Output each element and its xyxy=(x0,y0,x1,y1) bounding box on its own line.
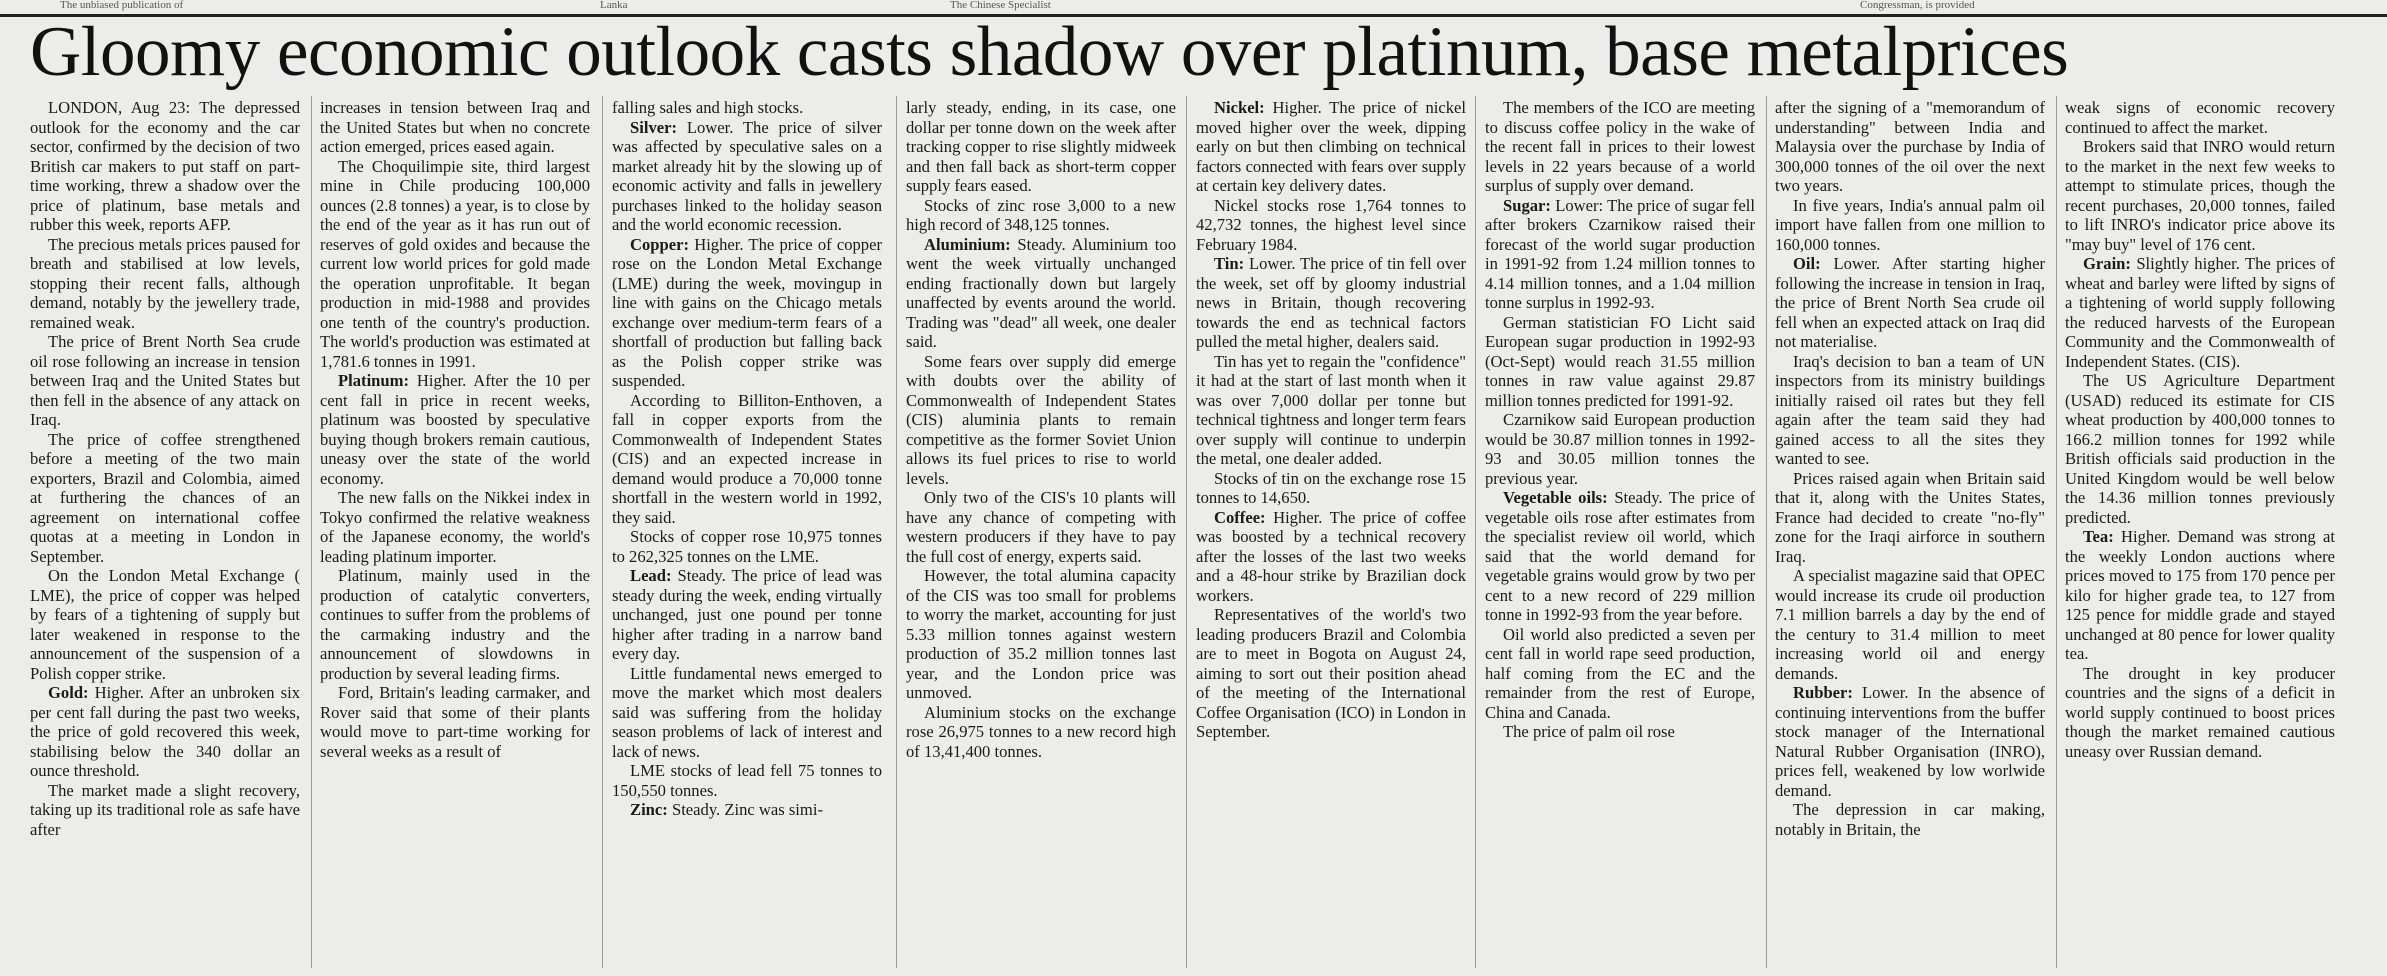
section-lead: Zinc: xyxy=(630,800,668,819)
article-paragraph: increases in tension between Iraq and the United States but when no concrete action emerged, prices eased again. xyxy=(320,98,590,156)
article-paragraph: Brokers said that INRO would return to the market in the next few weeks to attempt to stimulate prices, though the recent purchases, 20,000 tonnes, failed to lift INRO's indicator price above its "may buy" level of 176 cent. xyxy=(2065,137,2335,254)
masthead-text-right: Congressman, is provided xyxy=(1860,0,1975,11)
article-paragraph: On the London Metal Exchange ( LME), the price of copper was helped by fears of a tightening of supply but later weakened in response to the announcement of the suspension of a Polish copper strike. xyxy=(30,566,300,683)
article-paragraph: Tin has yet to regain the "confidence" it had at the start of last month when it was over 7,000 dollar per tonne but technical tightness and longer term fears over supply will continue to underpin the metal, one dealer added. xyxy=(1196,351,1466,468)
section-lead: Rubber: xyxy=(1793,683,1853,702)
section-lead: Lead: xyxy=(630,566,672,585)
column-rule xyxy=(602,96,603,968)
article-paragraph: Some fears over supply did emerge with doubts over the ability of Commonwealth of Independent States (CIS) aluminia plants to remain competitive as the former Soviet Union allows its fuel prices to rise to world levels. xyxy=(906,351,1176,488)
section-lead: Silver: xyxy=(630,117,678,137)
article-column-5 xyxy=(1196,98,1466,974)
article-paragraph: In five years, India's annual palm oil import have fallen from one million to 160,000 tonnes. xyxy=(1775,195,2045,254)
section-lead: Grain: xyxy=(2083,254,2131,273)
masthead-text-mid2: The Chinese Specialist xyxy=(950,0,1051,11)
article-paragraph: Aluminium stocks on the exchange rose 26,975 tonnes to a new record high of 13,41,400 tonnes. xyxy=(906,702,1176,761)
article-paragraph: Grain: Slightly higher. The prices of wheat and barley were lifted by signs of a tightening of world supply following the reduced harvests of the European Community and the Commonwealth of Independent States. (CIS). xyxy=(2065,254,2335,371)
article-paragraph: According to Billiton-Enthoven, a fall in copper exports from the Commonwealth of Independent States (CIS) and an expected increase in demand would produce a 70,000 tonne shortfall in the western world in 1992, they said. xyxy=(612,390,882,527)
article-paragraph: Oil: Lower. After starting higher following the increase in tension in Iraq, the price of Brent North Sea crude oil fell when an expected attack on Iraq did not materialise. xyxy=(1775,254,2045,351)
column-rule xyxy=(896,96,897,968)
article-paragraph: The price of palm oil rose xyxy=(1503,722,1675,741)
article-paragraph: Stocks of tin on the exchange rose 15 tonnes to 14,650. xyxy=(1196,468,1466,507)
article-paragraph: The US Agriculture Department (USAD) reduced its estimate for CIS wheat production by 400,000 tonnes to 166.2 million tonnes for 1992 while British officials said production in the United Kingdom would be well below the 14.36 million tonnes previously predicted. xyxy=(2065,371,2335,527)
headline: Gloomy economic outlook casts shadow over platinum, base metalprices xyxy=(30,13,2069,91)
article-paragraph: Iraq's decision to ban a team of UN inspectors from its ministry buildings initially raised oil rates but they fell again after the team said they had gained access to all the sites they wanted to see. xyxy=(1775,351,2045,468)
article-paragraph: Ford, Britain's leading carmaker, and Rover said that some of their plants would move to part-time working for several weeks as a result of xyxy=(320,683,590,761)
article-paragraph: The price of Brent North Sea crude oil rose following an increase in tension between Iraq and the United States but then fell in the absence of any attack on Iraq. xyxy=(30,332,300,429)
article-paragraph: Vegetable oils: Steady. The price of vegetable oils rose after estimates from the specialist review oil world, which said that the world demand for vegetable grains would grow by two per cent to a new record of 229 million tonne in 1992-93 from the year before. xyxy=(1485,488,1755,624)
article-paragraph: Oil world also predicted a seven per cent fall in world rape seed production, half coming from the EC and the remainder from the rest of Europe, China and Canada. xyxy=(1485,624,1755,722)
article-paragraph: Only two of the CIS's 10 plants will have any chance of competing with western producers if they have to pay the full cost of energy, experts said. xyxy=(906,488,1176,566)
article-paragraph: Stocks of zinc rose 3,000 to a new high record of 348,125 tonnes. xyxy=(906,195,1176,234)
article-paragraph: falling sales and high stocks. xyxy=(612,98,804,117)
section-lead: Vegetable oils: xyxy=(1503,488,1608,507)
article-paragraph: The market made a slight recovery, taking up its traditional role as safe have after xyxy=(30,780,300,839)
article-paragraph: LONDON, Aug 23: The depressed outlook for the economy and the car sector, confirmed by the decision of two British car makers to put staff on part-time working, threw a shadow over the price of platinum, base metals and rubber this week, reports AFP. xyxy=(30,98,300,234)
column-rule xyxy=(311,96,312,968)
article-paragraph: Rubber: Lower. In the absence of continuing interventions from the buffer stock manager of the International Natural Rubber Organisation (INRO), prices fell, weakened by low worlwide demand. xyxy=(1775,683,2045,800)
article-paragraph: The depression in car making, notably in Britain, the xyxy=(1775,800,2045,839)
article-paragraph: Zinc: Steady. Zinc was simi- xyxy=(630,800,823,819)
column-rule xyxy=(1475,96,1476,968)
article-paragraph: Gold: Higher. After an unbroken six per cent fall during the past two weeks, the price of gold recovered this week, stabilising below the 340 dollar an ounce threshold. xyxy=(30,683,300,780)
article-paragraph: Platinum: Higher. After the 10 per cent fall in price in recent weeks, platinum was boosted by speculative buying though brokers remain cautious, uneasy over the state of the world economy. xyxy=(320,371,590,488)
section-lead: Sugar: xyxy=(1503,195,1551,215)
article-paragraph: Little fundamental news emerged to move the market which most dealers said was suffering from the holiday season problems of lack of interest and lack of news. xyxy=(612,663,882,761)
article-paragraph: The drought in key producer countries and the signs of a deficit in world supply continued to boost prices though the market remained cautious uneasy over Russian demand. xyxy=(2065,663,2335,761)
masthead-text-mid1: Lanka xyxy=(600,0,628,11)
article-paragraph: Czarnikow said European production would be 30.87 million tonnes in 1992-93 and 30.05 million tonnes the previous year. xyxy=(1485,410,1755,488)
article-paragraph: Lead: Steady. The price of lead was steady during the week, ending virtually unchanged, just one pound per tonne higher after trading in a narrow band every day. xyxy=(612,566,882,663)
section-lead: Nickel: xyxy=(1214,98,1265,117)
article-paragraph: Tin: Lower. The price of tin fell over the week, set off by gloomy industrial news in Britain, though recovering towards the end as technical factors pulled the metal higher, dealers said. xyxy=(1196,254,1466,351)
article-paragraph: Prices raised again when Britain said that it, along with the Unites States, France had decided to create "no-fly" zone for the Iraqi airforce in southern Iraq. xyxy=(1775,468,2045,566)
article-paragraph: after the signing of a "memorandum of understanding" between India and Malaysia over the purchase by India of 300,000 tonnes of the oil over the next two years. xyxy=(1775,98,2045,195)
article-column-1 xyxy=(30,98,300,974)
article-column-7 xyxy=(1775,98,2045,974)
section-lead: Coffee: xyxy=(1214,507,1266,527)
article-paragraph: However, the total alumina capacity of the CIS was too small for problems to worry the market, accounting for just 5.33 million tonnes against western production of 35.2 million tonnes last year, and the London price was unmoved. xyxy=(906,566,1176,702)
section-lead: Tea: xyxy=(2083,527,2114,546)
column-rule xyxy=(2056,96,2057,968)
article-paragraph: A specialist magazine said that OPEC would increase its crude oil production 7.1 million barrels a day by the end of the century to 31.4 million to meet increasing world oil and energy demands. xyxy=(1775,566,2045,683)
article-paragraph: weak signs of economic recovery continued to affect the market. xyxy=(2065,98,2335,137)
masthead-text-left: The unbiased publication of xyxy=(60,0,184,11)
article-paragraph: The price of coffee strengthened before a meeting of the two main exporters, Brazil and Colombia, aimed at furthering the chances of an agreement on international coffee quotas at a meeting in London in September. xyxy=(30,429,300,566)
article-column-2 xyxy=(320,98,590,974)
column-rule xyxy=(1766,96,1767,968)
article-paragraph: The new falls on the Nikkei index in Tokyo confirmed the relative weakness of the Japanese economy, the world's leading platinum importer. xyxy=(320,488,590,566)
section-lead: Aluminium: xyxy=(924,234,1011,254)
article-paragraph: LME stocks of lead fell 75 tonnes to 150,550 tonnes. xyxy=(612,761,882,800)
article-paragraph: Aluminium: Steady. Aluminium too went the week virtually unchanged ending fractionally down but largely unaffected by events around the world. Trading was "dead" all week, one dealer said. xyxy=(906,234,1176,351)
section-lead: Copper: xyxy=(630,234,689,254)
article-column-8 xyxy=(2065,98,2335,974)
article-paragraph: Nickel stocks rose 1,764 tonnes to 42,732 tonnes, the highest level since February 1984. xyxy=(1196,195,1466,254)
article-paragraph: Sugar: Lower: The price of sugar fell after brokers Czarnikow raised their forecast of the world sugar production in 1991-92 from 1.24 million tonnes to 4.14 million tonnes, and a 1.04 million tonne surplus in 1992-93. xyxy=(1485,195,1755,312)
article-paragraph: Coffee: Higher. The price of coffee was boosted by a technical recovery after the losses of the last two weeks and a 48-hour strike by Brazilian dock workers. xyxy=(1196,507,1466,605)
article-paragraph: Nickel: Higher. The price of nickel moved higher over the week, dipping early on but then climbing on technical factors connected with fears over supply at certain key delivery dates. xyxy=(1196,98,1466,195)
article-paragraph: Copper: Higher. The price of copper rose on the London Metal Exchange (LME) during the week, movingup in line with gains on the Chicago metals exchange over medium-term fears of a shortfall of production but falling back as the Polish copper strike was suspended. xyxy=(612,234,882,390)
article-paragraph: Silver: Lower. The price of silver was affected by speculative sales on a market already hit by the slowing up of economic activity and falls in jewellery purchases linked to the holiday season and the world economic recession. xyxy=(612,117,882,234)
article-paragraph: The Choquilimpie site, third largest mine in Chile producing 100,000 ounces (2.8 tonnes) a year, is to close by the end of the year as it has run out of reserves of gold oxides and because the current low world prices for gold made the operation unprofitable. It began production in mid-1988 and provides one tenth of the country's production. The world's production was estimated at 1,781.6 tonnes in 1991. xyxy=(320,156,590,371)
section-lead: Oil: xyxy=(1793,254,1821,273)
article-column-6 xyxy=(1485,98,1755,974)
section-lead: Platinum: xyxy=(338,371,409,390)
article-paragraph: Tea: Higher. Demand was strong at the weekly London auctions where prices moved to 175 from 170 pence per kilo for higher grade tea, to 127 from 125 pence for middle grade and stayed unchanged at 80 pence for lower quality tea. xyxy=(2065,527,2335,663)
article-paragraph: Platinum, mainly used in the production of catalytic converters, continues to suffer from the problems of the carmaking industry and the announcement of slowdowns in production by several leading firms. xyxy=(320,566,590,683)
article-column-4 xyxy=(906,98,1176,974)
article-paragraph: larly steady, ending, in its case, one dollar per tonne down on the week after tracking copper to rise slightly midweek and then fall back as short-term copper supply fears eased. xyxy=(906,98,1176,195)
section-lead: Gold: xyxy=(48,683,89,702)
column-rule xyxy=(1186,96,1187,968)
article-paragraph: German statistician FO Licht said European sugar production in 1992-93 (Oct-Sept) would reach 31.55 million tonnes in raw value against 29.87 million tonnes predicted for 1991-92. xyxy=(1485,312,1755,410)
article-paragraph: The members of the ICO are meeting to discuss coffee policy in the wake of the recent fall in prices to their lowest levels in 22 years because of a world surplus of supply over demand. xyxy=(1485,98,1755,195)
article-paragraph: Stocks of copper rose 10,975 tonnes to 262,325 tonnes on the LME. xyxy=(612,527,882,566)
article-paragraph: The precious metals prices paused for breath and stabilised at low levels, stopping their recent falls, although demand, notably by the jewellery trade, remained weak. xyxy=(30,234,300,332)
article-paragraph: Representatives of the world's two leading producers Brazil and Colombia are to meet in Bogota on August 24, aiming to sort out their position ahead of the meeting of the International Coffee Organisation (ICO) in London in September. xyxy=(1196,605,1466,741)
article-column-3 xyxy=(612,98,882,974)
section-lead: Tin: xyxy=(1214,254,1245,273)
article-columns xyxy=(0,92,2387,976)
